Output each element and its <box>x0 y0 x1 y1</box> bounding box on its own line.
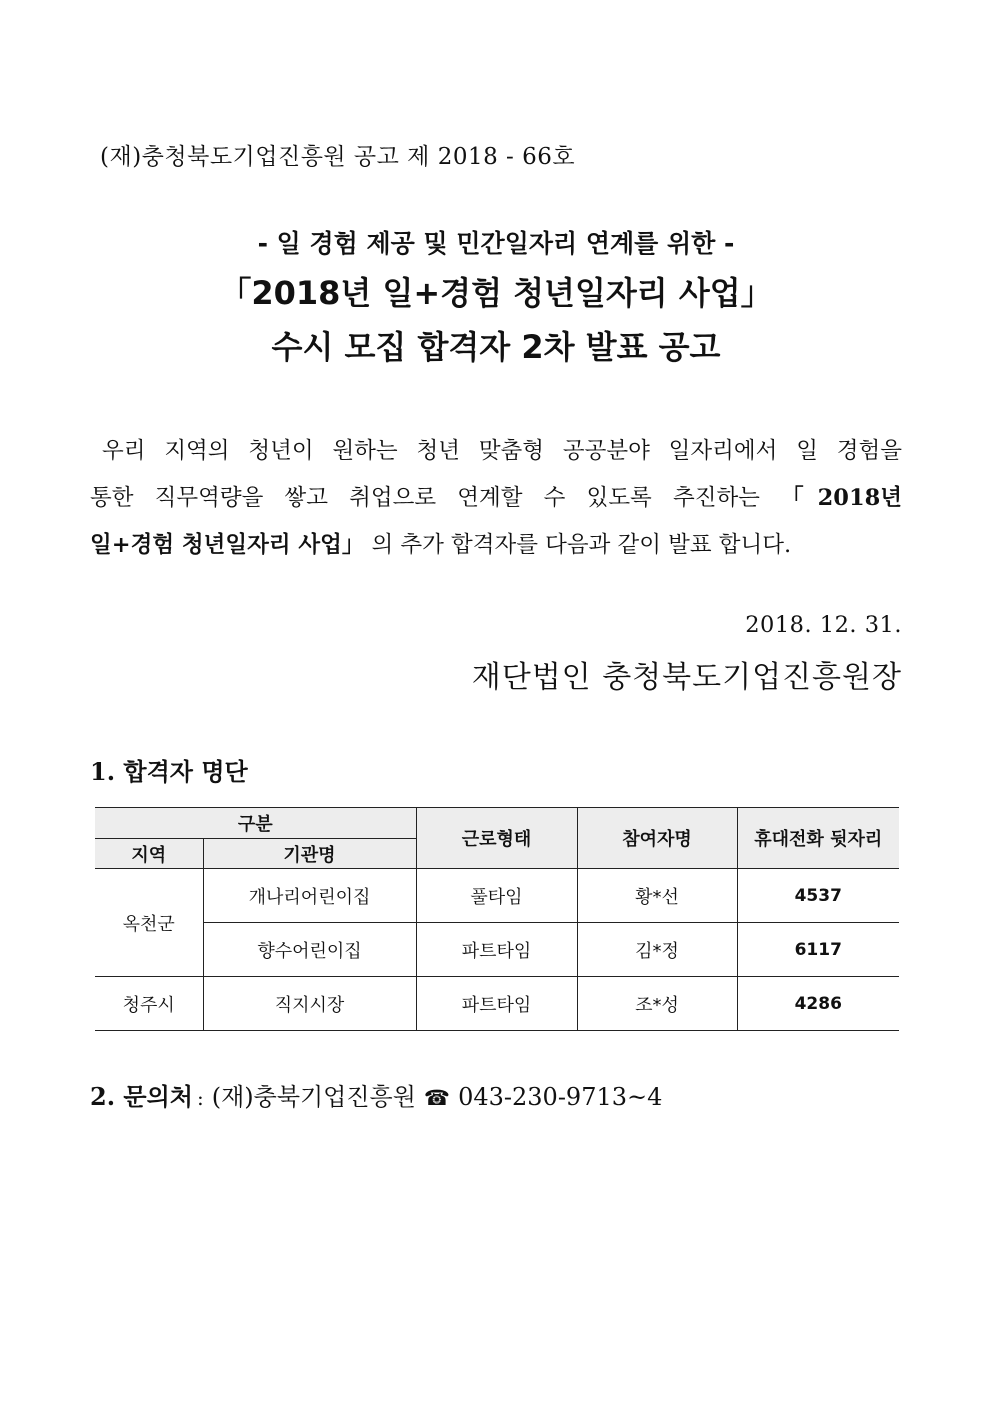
cell-region: 옥천군 <box>95 869 203 977</box>
body-line-2 <box>90 475 902 522</box>
header-work-type: 근로형태 <box>416 808 577 869</box>
cell-phone-last: 4537 <box>737 869 899 923</box>
cell-work-type: 파트타임 <box>416 977 577 1031</box>
title-main-line1: 「2018년 일+경험 청년일자리 사업」 <box>219 274 773 312</box>
title-block <box>0 226 992 372</box>
cell-institution: 직지시장 <box>203 977 416 1031</box>
roster-table <box>95 807 899 1031</box>
body-line-2-bold: 「2018년 <box>781 485 902 511</box>
contact-organization: (재)충북기업진흥원 <box>211 1083 416 1111</box>
body-paragraph <box>90 428 902 569</box>
title-main-line2: 수시 모집 합격자 2차 발표 공고 <box>271 328 721 366</box>
cell-region: 청주시 <box>95 977 203 1031</box>
section2-contact <box>90 1077 662 1112</box>
table-row <box>95 923 899 977</box>
cell-participant: 조*성 <box>577 977 737 1031</box>
contact-phone: 043-230-9713~4 <box>458 1083 663 1111</box>
header-phone-last: 휴대전화 뒷자리 <box>737 808 899 869</box>
title-subtitle: - 일 경험 제공 및 민간일자리 연계를 위한 - <box>257 229 735 258</box>
body-line-3 <box>90 522 902 569</box>
body-line-2-text: 통한 직무역량을 쌓고 취업으로 연계할 수 있도록 추진하는 <box>90 485 760 511</box>
cell-participant: 황*선 <box>577 869 737 923</box>
organization-signature: 재단법인 충청북도기업진흥원장 <box>471 660 902 695</box>
body-line-3-text: 의 추가 합격자를 다음과 같이 발표 합니다. <box>371 532 792 558</box>
table-row <box>95 869 899 923</box>
telephone-icon: ☎ <box>423 1086 451 1110</box>
body-line-1: 우리 지역의 청년이 원하는 청년 맞춤형 공공분야 일자리에서 일 경험을 <box>102 438 902 464</box>
table-row <box>95 977 899 1031</box>
body-line-3-bold: 일+경험 청년일자리 사업」 <box>90 532 365 558</box>
section1-heading: 1. 합격자 명단 <box>90 757 248 786</box>
section2-label: 2. 문의처 <box>90 1082 193 1111</box>
header-category: 구분 <box>95 808 416 839</box>
cell-institution: 향수어린이집 <box>203 923 416 977</box>
header-participant: 참여자명 <box>577 808 737 869</box>
section2-separator: : <box>196 1086 204 1110</box>
cell-phone-last: 4286 <box>737 977 899 1031</box>
cell-participant: 김*정 <box>577 923 737 977</box>
notice-number: (재)충청북도기업진흥원 공고 제 2018 - 66호 <box>100 144 576 170</box>
cell-institution: 개나리어린이집 <box>203 869 416 923</box>
cell-phone-last: 6117 <box>737 923 899 977</box>
cell-work-type: 파트타임 <box>416 923 577 977</box>
header-region: 지역 <box>95 839 203 869</box>
header-institution: 기관명 <box>203 839 416 869</box>
cell-work-type: 풀타임 <box>416 869 577 923</box>
notice-date: 2018. 12. 31. <box>745 612 902 638</box>
